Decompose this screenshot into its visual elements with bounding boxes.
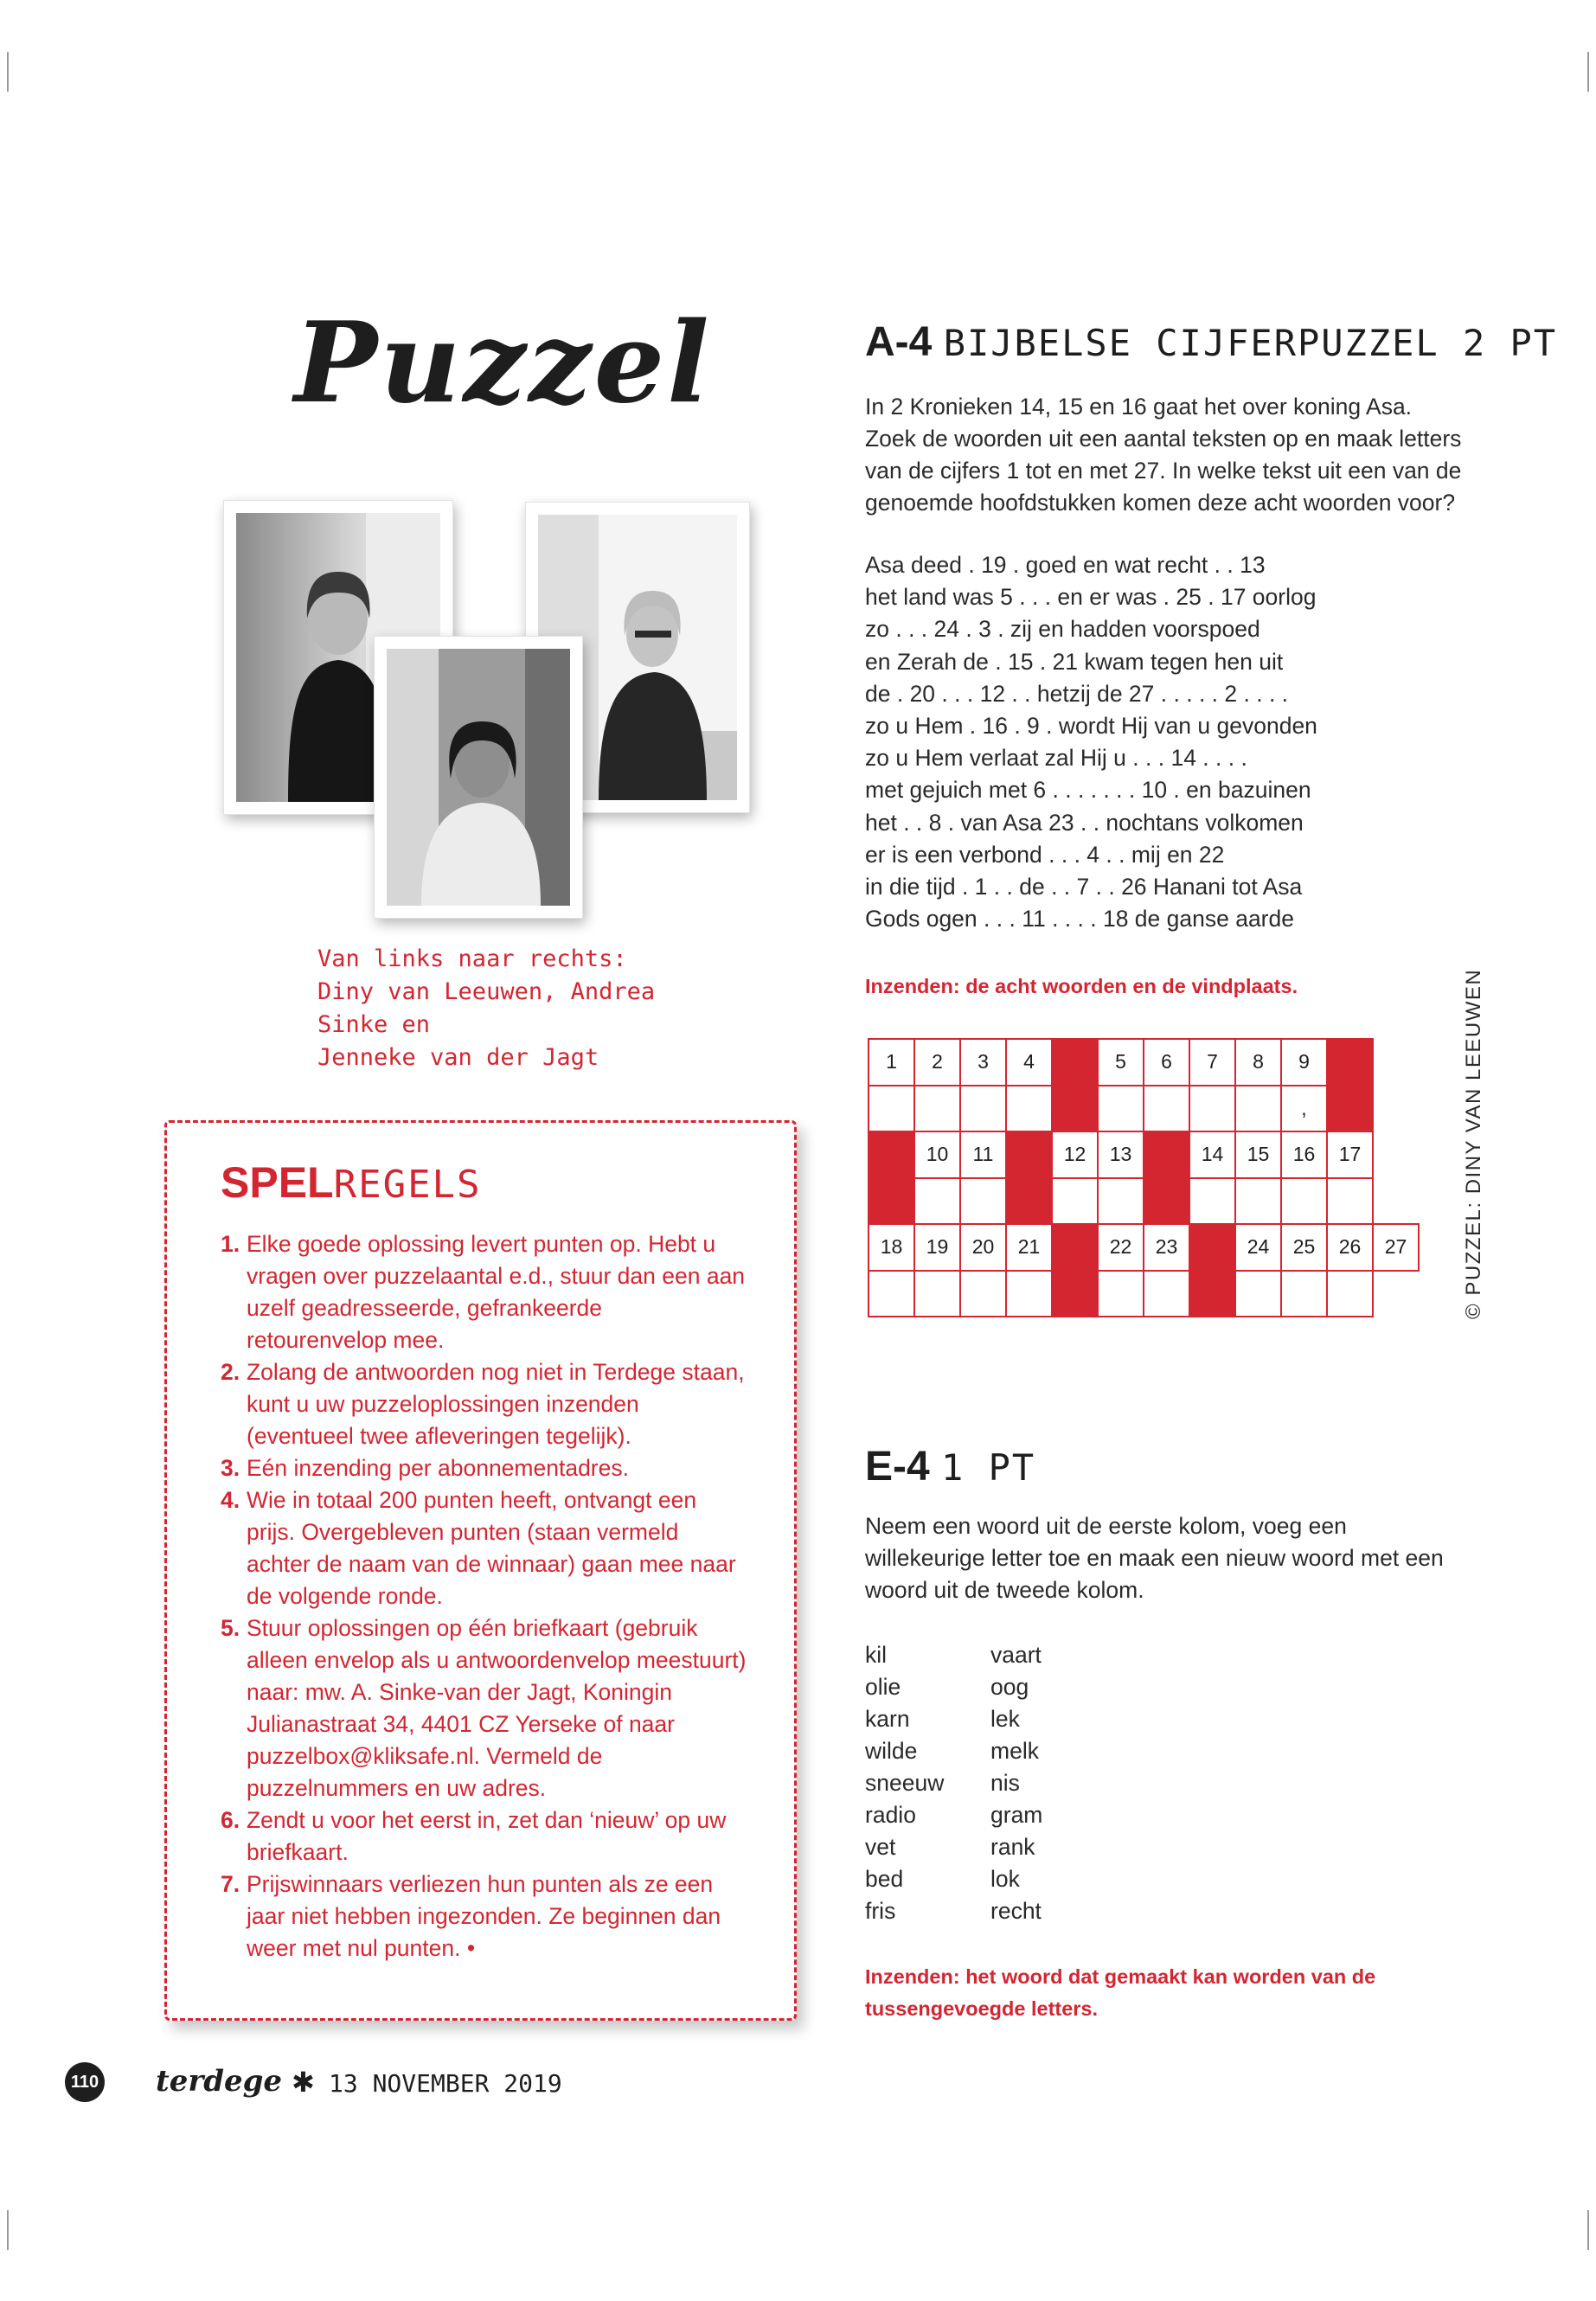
- rule-number: 3.: [221, 1455, 240, 1481]
- rule-item: [221, 1356, 748, 1452]
- grid-cell: [1006, 1086, 1052, 1132]
- grid-cell: [1189, 1178, 1235, 1225]
- word-right: melk: [990, 1738, 1039, 1764]
- word-pair: [865, 1831, 1211, 1863]
- grid-cell: [1189, 1086, 1235, 1132]
- clue-line: met gejuich met 6 . . . . . . . 10 . en bazuinen: [865, 777, 1311, 804]
- grid-block: [1189, 1224, 1235, 1271]
- grid-cell: [1281, 1271, 1327, 1317]
- grid-cell: [1235, 1271, 1281, 1317]
- rule-text: Zolang de antwoorden nog niet in Terdege staan, kunt u uw puzzeloplossingen inzenden (eventueel twee afleveringen tegelijk).: [247, 1359, 745, 1449]
- grid-block: [1327, 1086, 1373, 1132]
- word-right: oog: [990, 1674, 1029, 1700]
- word-left: radio: [865, 1802, 916, 1828]
- grid-row: [869, 1178, 1419, 1225]
- grid-cell: 4: [1006, 1039, 1052, 1086]
- word-right: nis: [990, 1770, 1020, 1796]
- grid-cell: 27: [1373, 1224, 1419, 1271]
- rules-title-light: REGELS: [333, 1163, 482, 1207]
- word-pair: [865, 1767, 1211, 1799]
- grid-cell: 24: [1235, 1224, 1281, 1271]
- rules-box: [164, 1120, 797, 2021]
- crop-mark: [7, 52, 9, 92]
- grid-cell: [1006, 1271, 1052, 1317]
- clue-line: zo . . . 24 . 3 . zij en hadden voorspoed: [865, 616, 1260, 643]
- grid-cell: 21: [1006, 1224, 1052, 1271]
- word-right: recht: [990, 1898, 1042, 1924]
- grid-cell: [960, 1271, 1006, 1317]
- word-left: karn: [865, 1706, 910, 1732]
- grid-cell: [1235, 1178, 1281, 1225]
- grid-cell: [1052, 1178, 1098, 1225]
- grid-cell: 14: [1189, 1131, 1235, 1178]
- word-pair: [865, 1799, 1211, 1831]
- rule-text: Eén inzending per abonnementadres.: [247, 1455, 629, 1481]
- clue-line: Asa deed . 19 . goed en wat recht . . 13: [865, 552, 1266, 578]
- rule-item: [221, 1484, 748, 1612]
- rule-item: [221, 1228, 748, 1356]
- grid-cell: [914, 1271, 960, 1317]
- grid-cell: [1098, 1178, 1144, 1225]
- word-left: kil: [865, 1642, 888, 1668]
- cipher-grid: [868, 1038, 1421, 1317]
- clue-line: er is een verbond . . . 4 . . mij en 22: [865, 841, 1225, 868]
- grid-cell: 15: [1235, 1131, 1281, 1178]
- grid-cell: [960, 1178, 1006, 1225]
- word-pair: [865, 1895, 1211, 1927]
- e4-send-line: tussengevoegde letters.: [865, 1997, 1099, 2020]
- grid-cell: 16: [1281, 1131, 1327, 1178]
- grid-block: [1144, 1131, 1189, 1178]
- grid-block: [869, 1131, 914, 1178]
- rules-list: [221, 1228, 748, 1965]
- grid-cell: 18: [869, 1224, 914, 1271]
- grid-cell: [869, 1086, 914, 1132]
- rule-number: 4.: [221, 1487, 240, 1513]
- grid-cell: [1327, 1271, 1373, 1317]
- grid-cell: 26: [1327, 1224, 1373, 1271]
- grid-cell: 3: [960, 1039, 1006, 1086]
- e4-heading: [865, 1443, 1035, 1490]
- grid-cell: 23: [1144, 1224, 1189, 1271]
- word-left: sneeuw: [865, 1770, 945, 1796]
- word-right: vaart: [990, 1642, 1042, 1668]
- grid-block: [1006, 1178, 1052, 1225]
- clue-line: het land was 5 . . . en er was . 25 . 17 oorlog: [865, 584, 1317, 611]
- cipher-grid-table: [868, 1038, 1420, 1317]
- e4-send: [865, 1961, 1375, 2025]
- word-pair: [865, 1735, 1211, 1767]
- word-left: wilde: [865, 1738, 918, 1764]
- rule-number: 1.: [221, 1231, 240, 1257]
- grid-cell: [914, 1178, 960, 1225]
- e4-code: E-4: [865, 1444, 930, 1490]
- grid-cell: [869, 1271, 914, 1317]
- e4-send-line: Inzenden: het woord dat gemaakt kan worden van de: [865, 1965, 1376, 1988]
- grid-cell: 12: [1052, 1131, 1098, 1178]
- grid-row: [869, 1086, 1419, 1132]
- grid-cell: 17: [1327, 1131, 1373, 1178]
- a4-clues: [865, 549, 1462, 935]
- grid-row: [869, 1131, 1419, 1178]
- clue-line: in die tijd . 1 . . de . . 7 . . 26 Hanani tot Asa: [865, 874, 1303, 901]
- grid-block: [1327, 1039, 1373, 1086]
- grid-cell: [914, 1086, 960, 1132]
- grid-cell: 13: [1098, 1131, 1144, 1178]
- rules-title: [221, 1157, 482, 1208]
- a4-heading: [865, 318, 1557, 366]
- word-right: lek: [990, 1706, 1020, 1732]
- grid-cell: [1098, 1086, 1144, 1132]
- rule-item: [221, 1452, 748, 1484]
- clue-line: zo u Hem verlaat zal Hij u . . . 14 . . . .: [865, 745, 1247, 772]
- word-right: gram: [990, 1802, 1043, 1828]
- word-pair: [865, 1703, 1211, 1735]
- grid-cell: ,: [1281, 1086, 1327, 1132]
- rule-text: Zendt u voor het eerst in, zet dan ‘nieuw’ op uw briefkaart.: [247, 1807, 727, 1865]
- rule-number: 5.: [221, 1615, 240, 1641]
- crop-mark: [1587, 52, 1589, 92]
- brand-logo: terdege: [156, 2064, 283, 2099]
- word-pair: [865, 1863, 1211, 1895]
- grid-cell: 7: [1189, 1039, 1235, 1086]
- grid-cell: [1144, 1086, 1189, 1132]
- rule-text: Stuur oplossingen op één briefkaart (gebruik alleen envelop als u antwoordenvelop meestuurt) naar: mw. A. Sinke-van der Jagt, Koningin Julianastraat 34, 4401 CZ Yerseke of naar puzzelbox@kliksafe.nl. Vermeld de puzzelnummers en uw adres.: [247, 1615, 747, 1801]
- rule-number: 6.: [221, 1807, 240, 1833]
- separator-icon: ✱: [292, 2067, 315, 2098]
- rule-number: 2.: [221, 1359, 240, 1385]
- grid-cell: 1: [869, 1039, 914, 1086]
- word-pair: [865, 1671, 1211, 1703]
- rule-number: 7.: [221, 1871, 240, 1897]
- page-title: Puzzel: [294, 298, 712, 428]
- clue-line: en Zerah de . 15 . 21 kwam tegen hen uit: [865, 648, 1284, 675]
- grid-cell: [1327, 1178, 1373, 1225]
- clue-line: Gods ogen . . . 11 . . . . 18 de ganse aarde: [865, 906, 1294, 933]
- caption-line: Jenneke van der Jagt: [317, 1044, 599, 1071]
- photo-caption: [317, 943, 733, 1074]
- rule-text: Prijswinnaars verliezen hun punten als ze een jaar niet hebben ingezonden. Ze beginnen dan weer met nul punten. •: [247, 1871, 721, 1961]
- crop-mark: [7, 2210, 9, 2250]
- rule-item: [221, 1804, 748, 1868]
- grid-cell: 22: [1098, 1224, 1144, 1271]
- grid-block: [1144, 1178, 1189, 1225]
- grid-row: [869, 1271, 1419, 1317]
- grid-block: [1006, 1131, 1052, 1178]
- grid-cell: 6: [1144, 1039, 1189, 1086]
- grid-cell: [1144, 1271, 1189, 1317]
- grid-block: [1052, 1086, 1098, 1132]
- grid-block: [1052, 1224, 1098, 1271]
- rules-title-bold: SPEL: [221, 1158, 334, 1207]
- word-right: lok: [990, 1866, 1020, 1892]
- issue-date: 13 NOVEMBER 2019: [329, 2069, 562, 2098]
- word-left: bed: [865, 1866, 904, 1892]
- puzzle-credit: © PUZZEL: DINY VAN LEEUWEN: [1462, 968, 1485, 1319]
- grid-block: [1052, 1039, 1098, 1086]
- grid-cell: 5: [1098, 1039, 1144, 1086]
- a4-title: BIJBELSE CIJFERPUZZEL 2 PT: [943, 322, 1558, 364]
- grid-cell: 8: [1235, 1039, 1281, 1086]
- grid-cell: 19: [914, 1224, 960, 1271]
- e4-title: 1 PT: [941, 1446, 1036, 1489]
- grid-cell: 11: [960, 1131, 1006, 1178]
- grid-block: [869, 1178, 914, 1225]
- grid-row: [869, 1039, 1419, 1086]
- clue-line: zo u Hem . 16 . 9 . wordt Hij van u gevonden: [865, 713, 1317, 740]
- grid-cell: [1098, 1271, 1144, 1317]
- rule-text: Elke goede oplossing levert punten op. Hebt u vragen over puzzelaantal e.d., stuur dan een aan uzelf geadresseerde, gefrankeerde retourenvelop mee.: [247, 1231, 746, 1353]
- grid-cell: 9: [1281, 1039, 1327, 1086]
- word-left: olie: [865, 1674, 901, 1700]
- rule-item: [221, 1612, 748, 1804]
- grid-block: [1189, 1271, 1235, 1317]
- grid-cell: [1235, 1086, 1281, 1132]
- grid-cell: 25: [1281, 1224, 1327, 1271]
- crop-mark: [1587, 2210, 1589, 2250]
- grid-cell: 10: [914, 1131, 960, 1178]
- rule-item: [221, 1868, 748, 1965]
- clue-line: de . 20 . . . 12 . . hetzij de 27 . . . . . 2 . . . .: [865, 680, 1289, 707]
- photo-andrea: [374, 636, 583, 919]
- grid-cell: 2: [914, 1039, 960, 1086]
- e4-intro: Neem een woord uit de eerste kolom, voeg een willekeurige letter toe en maak een nieuw woord met een woord uit de tweede kolom.: [865, 1513, 1444, 1603]
- word-pair: [865, 1639, 1211, 1671]
- word-right: rank: [990, 1834, 1035, 1860]
- a4-intro: In 2 Kronieken 14, 15 en 16 gaat het over koning Asa. Zoek de woorden uit een aantal teksten op en maak letters van de cijfers 1 tot en met 27. In welke tekst uit een van de genoemde hoofdstukken komen deze acht woorden voor?: [865, 394, 1462, 516]
- grid-block: [1052, 1271, 1098, 1317]
- caption-line: Van links naar rechts:: [317, 945, 627, 972]
- grid-cell: [1281, 1178, 1327, 1225]
- grid-row: [869, 1224, 1419, 1271]
- a4-send: Inzenden: de acht woorden en de vindplaats.: [865, 975, 1298, 997]
- clue-line: het . . 8 . van Asa 23 . . nochtans volkomen: [865, 809, 1304, 836]
- e4-word-columns: [865, 1639, 1211, 1927]
- a4-code: A-4: [865, 319, 933, 365]
- caption-line: Diny van Leeuwen, Andrea Sinke en: [317, 978, 656, 1038]
- grid-cell: [960, 1086, 1006, 1132]
- word-left: vet: [865, 1834, 896, 1860]
- grid-cell: 20: [960, 1224, 1006, 1271]
- word-left: fris: [865, 1898, 896, 1924]
- page-number: 110: [65, 2062, 105, 2102]
- rule-text: Wie in totaal 200 punten heeft, ontvangt een prijs. Overgebleven punten (staan vermeld achter de naam van de winnaar) gaan mee naar de volgende ronde.: [247, 1487, 736, 1609]
